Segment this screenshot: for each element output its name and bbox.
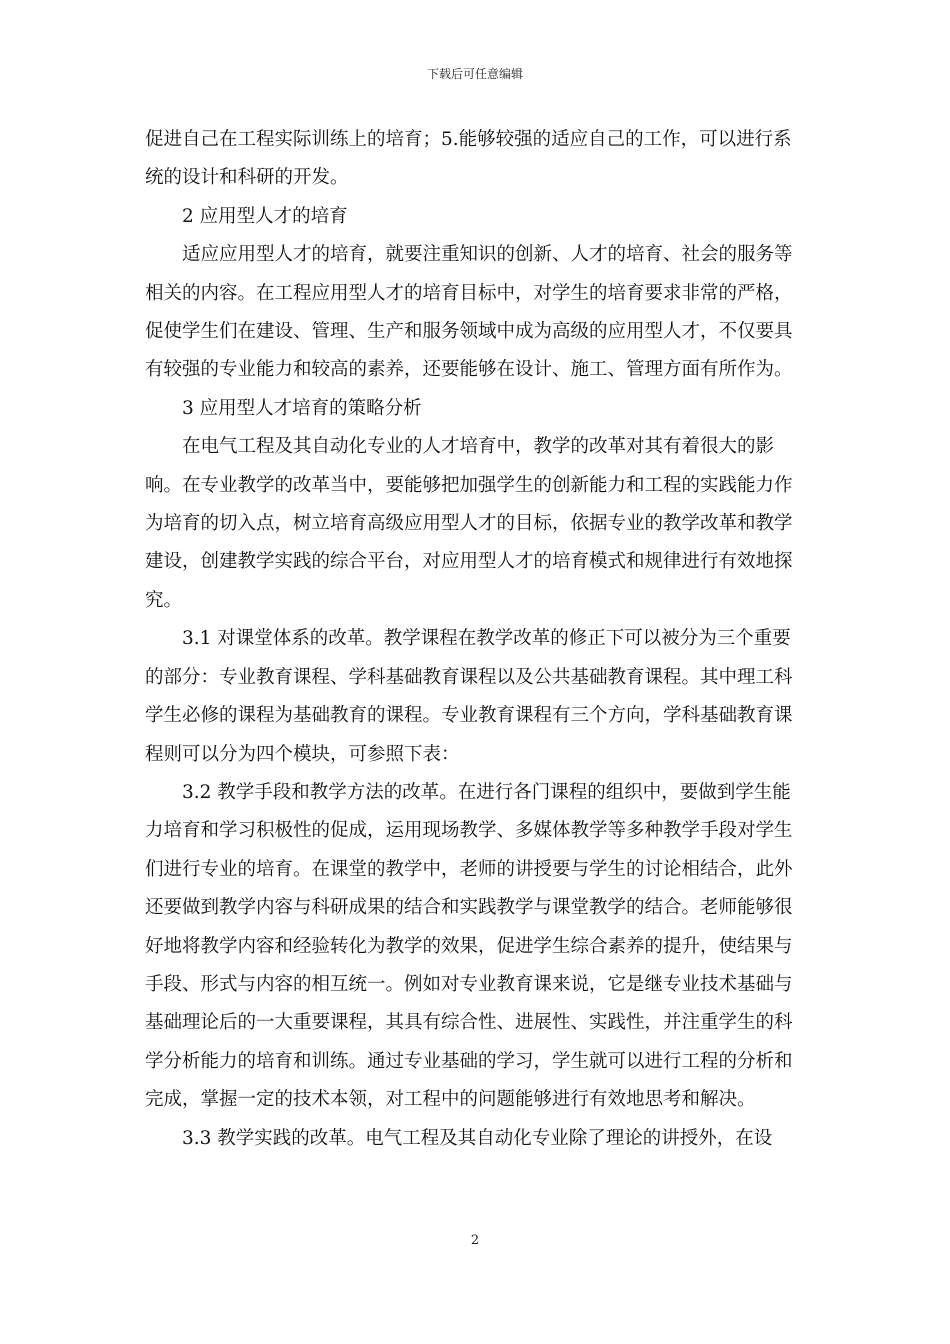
paragraph-strategy-analysis: 在电气工程及其自动化专业的人才培育中，教学的改革对其有着很大的影响。在专业教学的改革当中，要能够把加强学生的创新能力和工程的实践能力作为培育的切入点，树立培育高级应用型人才的目标，依据专业的教学改革和教学建设，创建教学实践的综合平台，对应用型人才的培育模式和规律进行有效地探究。 xyxy=(145,436,793,611)
paragraph-3-3: 3.3 教学实践的改革。电气工程及其自动化专业除了理论的讲授外，在设 xyxy=(182,1127,773,1149)
section-heading-3: 3 应用型人才培育的策略分析 xyxy=(182,397,422,419)
paragraph-3-2: 3.2 教学手段和教学方法的改革。在进行各门课程的组织中，要做到学生能力培育和学习积极性的促成，运用现场教学、多媒体教学等多种教学手段对学生们进行专业的培育。在课堂的教学中，老师的讲授要与学生的讨论相结合，此外还要做到教学内容与科研成果的结合和实践教学与课堂教学的结合。老师能够很好地将教学内容和经验转化为教学的效果，促进学生综合素养的提升，使结果与手段、形式与内容的相互统一。例如对专业教育课来说，它是继专业技术基础与基础理论后的一大重要课程，其具有综合性、进展性、实践性，并注重学生的科学分析能力的培育和训练。通过专业基础的学习，学生就可以进行工程的分析和完成，掌握一定的技术本领，对工程中的问题能够进行有效地思考和解决。 xyxy=(145,781,793,1111)
document-body xyxy=(145,121,809,1158)
section-heading-2: 2 应用型人才的培育 xyxy=(182,205,348,227)
paragraph-applied-talent: 适应应用型人才的培育，就要注重知识的创新、人才的培育、社会的服务等相关的内容。在工程应用型人才的培育目标中，对学生的培育要求非常的严格，促使学生们在建设、管理、生产和服务领域中成为高级的应用型人才，不仅要具有较强的专业能力和较高的素养，还要能够在设计、施工、管理方面有所作为。 xyxy=(145,244,793,381)
page-header: 下载后可任意编辑 xyxy=(426,67,523,81)
paragraph-3-1: 3.1 对课堂体系的改革。教学课程在教学改革的修正下可以被分为三个重要的部分：专业教育课程、学科基础教育课程以及公共基础教育课程。其中理工科学生必修的课程为基础教育的课程。专业教育课程有三个方向，学科基础教育课程则可以分为四个模块，可参照下表： xyxy=(145,628,793,765)
page-number: 2 xyxy=(470,1233,480,1248)
paragraph-continuation: 促进自己在工程实际训练上的培育；5.能够较强的适应自己的工作，可以进行系统的设计和科研的开发。 xyxy=(145,129,792,189)
